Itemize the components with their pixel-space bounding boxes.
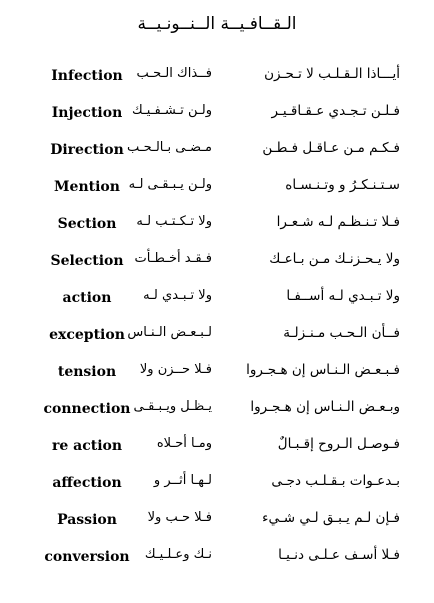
verse-row (0, 471, 434, 508)
verse-first-hemistich: ولا تـبـدي لـه أســفـا (286, 288, 400, 304)
verse-first-hemistich: فـكـم مـن عـاقـل فـطـن (262, 140, 400, 156)
verse-first-hemistich: أيـــاذا الـقـلـب لا تـحـزن (264, 66, 400, 82)
verse-row (0, 138, 434, 175)
verse-second-hemistich: فـلا حــزن ولا (139, 362, 212, 377)
rhyme-word-english: Direction (50, 142, 124, 158)
verse-second-hemistich: ومـا أحـلاه (156, 436, 212, 451)
verse-second-hemistich: ولـن يـبـقـى لـه (128, 177, 212, 192)
verse-row (0, 286, 434, 323)
verse-row (0, 175, 434, 212)
poem-verses (0, 64, 434, 582)
rhyme-word-english: Passion (57, 512, 117, 528)
verse-first-hemistich: فـلـن تـجـدي عـقـاقـيـر (271, 103, 400, 119)
verse-row (0, 508, 434, 545)
verse-first-hemistich: فـلا تـنـظـم لـه شـعـرا (276, 214, 400, 230)
verse-row (0, 249, 434, 286)
rhyme-word-english: re action (51, 438, 123, 454)
verse-second-hemistich: ولـن تـشـفـيـك (132, 103, 212, 118)
rhyme-word-english: affection (52, 475, 122, 491)
verse-second-hemistich: يـظـل ويـبـقـى (133, 399, 212, 414)
rhyme-word-english: connection (43, 401, 131, 417)
verse-row (0, 101, 434, 138)
verse-second-hemistich: ولا تـبـدي لـه (143, 288, 212, 303)
verse-row (0, 434, 434, 471)
verse-first-hemistich: سـتـنـكـرُ و وتـنـسـاه (285, 177, 400, 193)
verse-row (0, 212, 434, 249)
verse-second-hemistich: ولا تـكـتـب لـه (136, 214, 212, 229)
verse-row (0, 323, 434, 360)
verse-second-hemistich: لـهـا أثــر و (153, 473, 212, 488)
verse-second-hemistich: فـقـد أخـطـأت (134, 251, 212, 266)
rhyme-word-english: tension (57, 364, 117, 380)
rhyme-word-english: Injection (51, 105, 123, 121)
verse-row (0, 397, 434, 434)
rhyme-word-english: Section (57, 216, 117, 232)
verse-first-hemistich: فـإن لـم يـبـق لـي شـيء (262, 510, 400, 526)
verse-row (0, 360, 434, 397)
verse-row (0, 545, 434, 582)
verse-row (0, 64, 434, 101)
verse-first-hemistich: وبـعـض الـنـاس إن هـجـروا (250, 399, 400, 415)
verse-first-hemistich: فـوصـل الـروح إقـبـالٌ (277, 436, 400, 452)
rhyme-word-english: Selection (50, 253, 124, 269)
verse-second-hemistich: فـلا حـب ولا (147, 510, 212, 525)
rhyme-word-english: exception (49, 327, 125, 343)
verse-second-hemistich: لـبـعـض الـنـاس (127, 325, 212, 340)
verse-first-hemistich: فــأن الـحـب مـنـزلـة (283, 325, 400, 341)
verse-second-hemistich: فــذاك الـحـب (136, 66, 212, 81)
verse-first-hemistich: فـلا أسـف عـلـى دنـيـا (278, 547, 400, 563)
rhyme-word-english: Infection (51, 68, 123, 84)
rhyme-word-english: Mention (54, 179, 120, 195)
verse-first-hemistich: فـبـعـض الـنـاس إن هـجـروا (246, 362, 400, 378)
verse-first-hemistich: ولا يـحـزنـك مـن بـاعـك (269, 251, 400, 267)
verse-first-hemistich: بـدعـوات بـقـلـب دجـى (271, 473, 400, 489)
rhyme-word-english: conversion (44, 549, 130, 565)
rhyme-word-english: action (62, 290, 112, 306)
poem-title: الـقــافـيــة الــنــونـيــة (137, 14, 297, 34)
verse-second-hemistich: مـضـى بـالـحـب (127, 140, 212, 155)
verse-second-hemistich: نـك وعـلـيـك (144, 547, 212, 562)
